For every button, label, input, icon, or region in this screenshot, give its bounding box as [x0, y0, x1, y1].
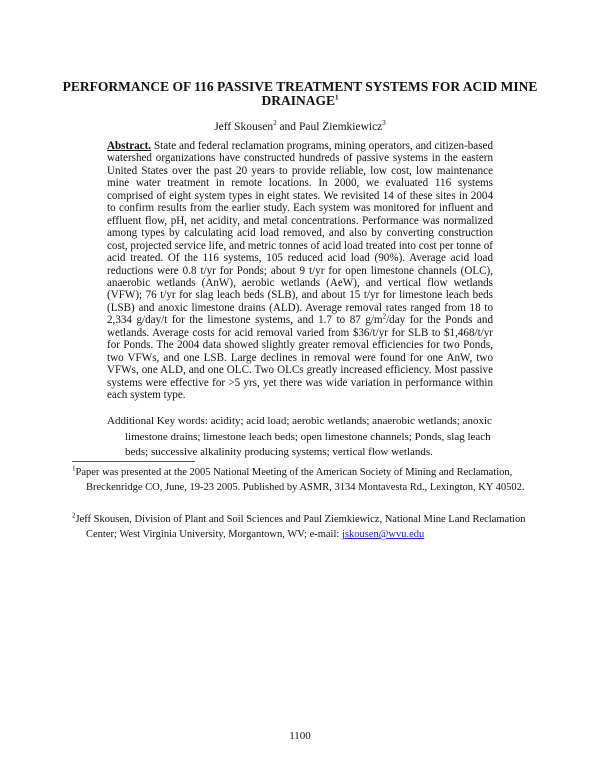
abstract-label: Abstract. [107, 140, 152, 152]
author-connector: and [279, 121, 297, 133]
footnote-2-mark: 2 [72, 511, 76, 520]
abstract-paragraph [107, 140, 493, 402]
additional-keywords: Additional Key words: acidity; acid load; aerobic wetlands; anaerobic wetlands; anoxic limestone drains; limestone leach beds; open limestone channels; Ponds, slag leach beds; successive alkalinity producing systems; vertical flow wetlands. [107, 415, 492, 459]
page-number: 1100 [289, 730, 311, 742]
paper-title-text: PERFORMANCE OF 116 PASSIVE TREATMENT SYSTEMS FOR ACID MINE DRAINAGE [62, 79, 538, 108]
abstract-text-part2: /day for the Ponds and wetlands. Average costs for acid removal varied from $36/t/yr for SLB to $1,468/t/yr for Ponds. The 2004 data showed slightly greater removal efficiencies for two Ponds, two VFWs, and one LSB. Large declines in removal were found for one AnW, two VFWs, one ALD, and one OLC. Two OLCs greatly increased efficiency. Most passive systems were effective for >5 yrs, yet there was wide variation in performance within each system type. [107, 314, 493, 402]
footnote-1 [72, 465, 530, 495]
abstract-text-part1: State and federal reclamation programs, mining operators, and citizen-based watershed organizations have constructed hundreds of passive systems in the eastern United States over the past 20 years to provide reliable, low cost, low maintenance mine water treatment in remote locations. In 2000, we evaluated 116 systems comprised of eight system types in eight states. We revisited 14 of these sites in 2004 to confirm results from the earlier study. Each system was monitored for influent and effluent flow, pH, net acidity, and metal concentrations. Performance was normalized among types by calculating acid load removed, and also by converting construction cost, projected service life, and metric tonnes of acid load treated into cost per tonne of acid treated. Of the 116 systems, 105 reduced acid load (90%). Average acid load reductions were 0.8 t/yr for Ponds; about 9 t/yr for open limestone channels (OLC), anaerobic wetlands (AnW), aerobic wetlands (AeW), and vertical flow wetlands (VFW); 76 t/yr for slag leach beds (SLB), and about 15 t/yr for limestone leach beds (LSB) and anoxic limestone drains (ALD). Average removal rates ranged from 18 to 2,334 g/day/t for the limestone systems, and 1.7 to 87 g/m [107, 140, 494, 327]
footnote-2-text: Jeff Skousen, Division of Plant and Soil Sciences and Paul Ziemkiewicz, National Mine Land Reclamation Center; West Virginia University, Morgantown, WV; e-mail: [75, 514, 526, 541]
author-2: Paul Ziemkiewicz [298, 121, 383, 133]
email-link[interactable]: jskousen@wvu.edu [341, 529, 425, 541]
author-2-mark: 3 [382, 119, 386, 128]
footnote-divider [72, 461, 195, 462]
author-line [60, 121, 540, 133]
footnote-1-mark: 1 [72, 464, 76, 473]
author-1-mark: 2 [273, 119, 277, 128]
footnote-1-text: Paper was presented at the 2005 National Meeting of the American Society of Mining and Reclamation, Breckenridge CO, June, 19-23 2005. Published by ASMR, 3134 Montavesta Rd., Lexington, KY 40502. [75, 467, 525, 494]
title-footnote-mark: 1 [335, 93, 339, 102]
author-1: Jeff Skousen [214, 121, 274, 133]
abstract-superscript: 2 [382, 312, 387, 321]
paper-title [60, 80, 540, 108]
footnote-2 [72, 512, 530, 542]
